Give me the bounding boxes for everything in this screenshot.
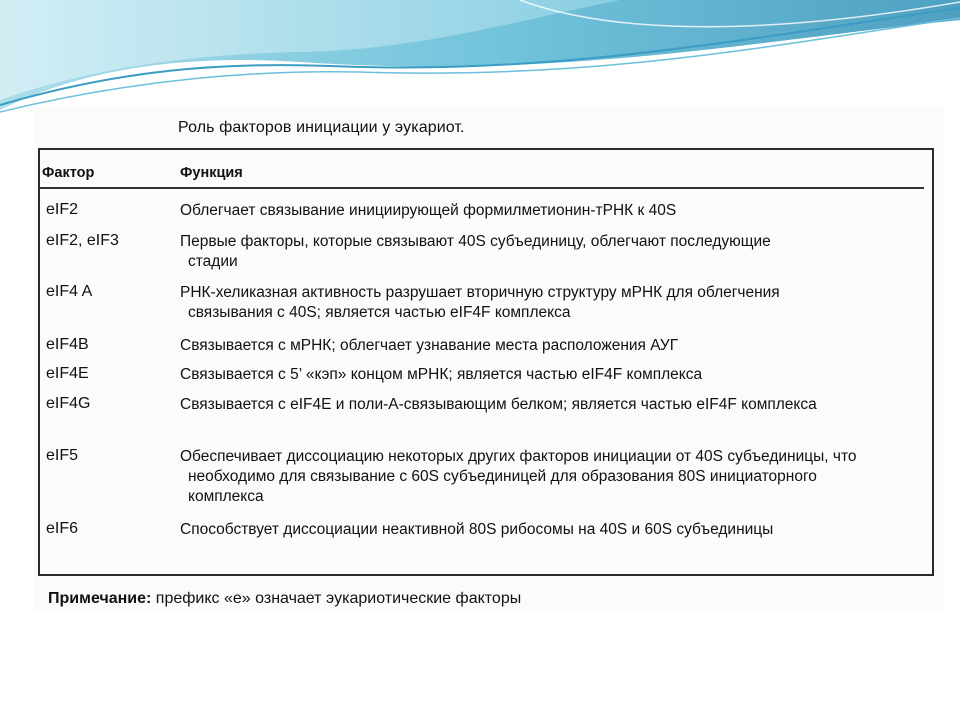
column-header-function: Функция (180, 165, 243, 181)
footnote (48, 590, 521, 608)
factor-cell: eIF4 A (46, 283, 93, 300)
function-cell: Облегчает связывание инициирующей формилметионин-тРНК к 40S (180, 202, 677, 219)
factor-cell: eIF4B (46, 336, 89, 353)
function-cell: Связывается с 5’ «кэп» концом мРНК; является частью eIF4F комплекса (180, 366, 703, 383)
factor-cell: eIF2 (46, 201, 79, 218)
function-cell: Связывается с eIF4E и поли-А-связывающим белком; является частью eIF4F комплекса (180, 396, 817, 413)
function-cell: Способствует диссоциации неактивной 80S рибосомы на 40S и 60S субъединицы (180, 521, 774, 538)
function-cell: Первые факторы, которые связывают 40S субъединицу, облегчают последующие стадии (180, 233, 771, 270)
factor-cell: eIF4G (46, 395, 91, 412)
column-header-factor: Фактор (42, 165, 95, 181)
table-title: Роль факторов инициации у эукариот. (178, 119, 465, 136)
header-divider (40, 187, 924, 189)
decorative-wave-header (0, 0, 960, 120)
factor-cell: eIF6 (46, 520, 79, 537)
factor-cell: eIF4E (46, 365, 89, 382)
function-cell: Связывается с мРНК; облегчает узнавание места расположения АУГ (180, 337, 679, 354)
footnote-text: префикс «е» означает эукариотические факторы (151, 590, 522, 607)
factor-cell: eIF5 (46, 447, 79, 464)
footnote-label: Примечание: (48, 590, 152, 607)
function-cell: РНК-хеликазная активность разрушает вторичную структуру мРНК для облегчения связывания с 40S; является частью eIF4F комплекса (180, 284, 780, 321)
function-cell: Обеспечивает диссоциацию некоторых других факторов инициации от 40S субъединицы, что необходимо для связывание с 60S субъединицей для образования 80S инициаторного комплекса (180, 448, 857, 505)
factor-cell: eIF2, eIF3 (46, 232, 119, 249)
